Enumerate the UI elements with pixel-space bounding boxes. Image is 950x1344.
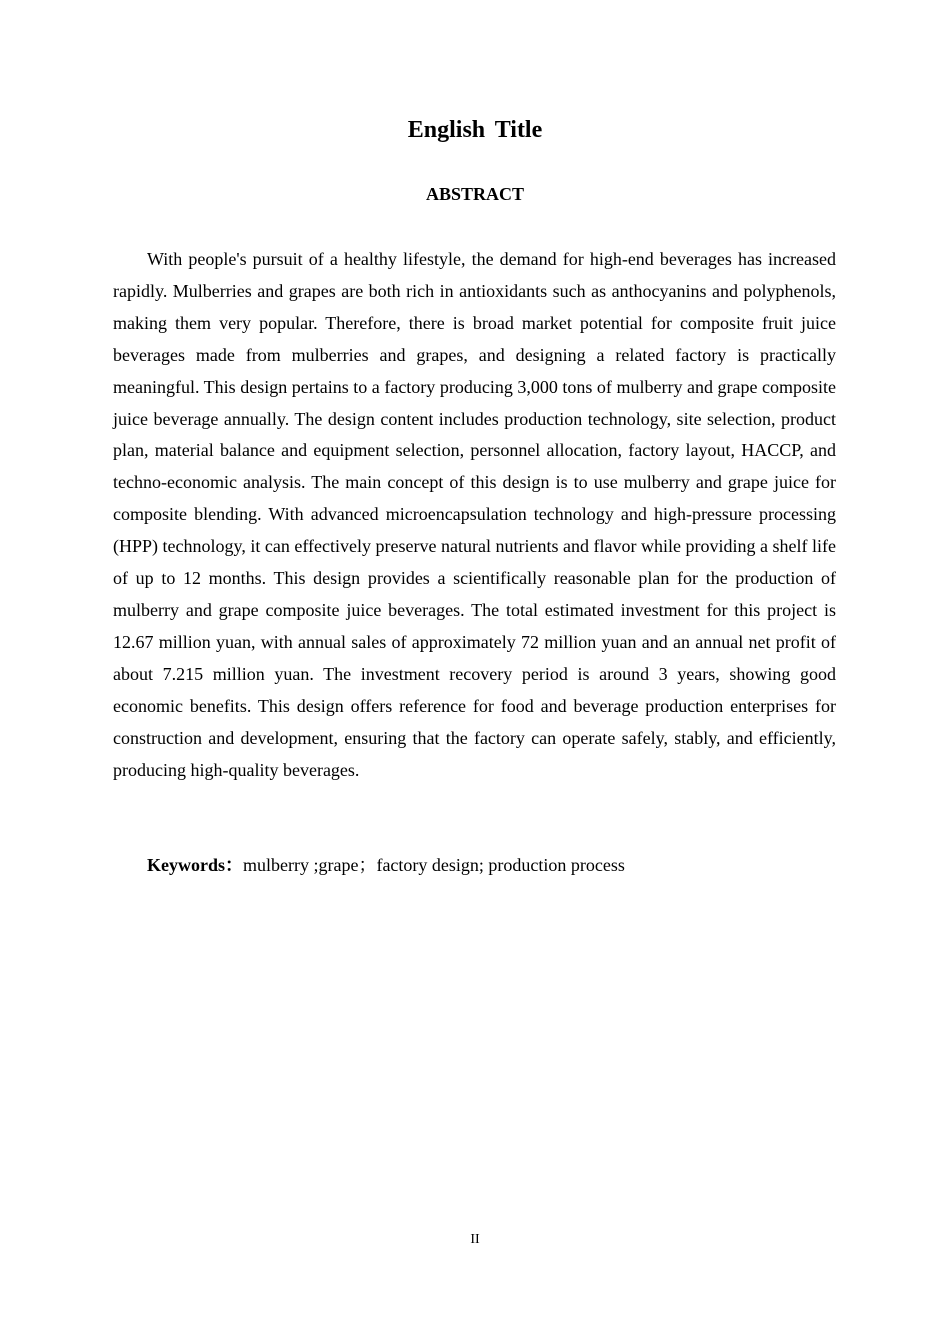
keywords-line: [147, 850, 837, 880]
abstract-heading: ABSTRACT: [425, 184, 525, 204]
keywords-label: Keywords：: [147, 855, 243, 875]
page-number: II: [470, 1232, 480, 1247]
keywords-list: mulberry ;grape；factory design; production process: [243, 855, 625, 875]
page-title: English Title: [407, 117, 543, 143]
abstract-paragraph: With people's pursuit of a healthy lifestyle, the demand for high-end beverages has increased rapidly. Mulberries and grapes are both rich in antioxidants such as anthocyanins and polyphenols, making them very popular. Therefore, there is broad market potential for composite fruit juice beverages made from mulberries and grapes, and designing a related factory is practically meaningful. This design pertains to a factory producing 3,000 tons of mulberry and grape composite juice beverage annually. The design content includes production technology, site selection, product plan, material balance and equipment selection, personnel allocation, factory layout, HACCP, and techno-economic analysis. The main concept of this design is to use mulberry and grape juice for composite blending. With advanced microencapsulation technology and high-pressure processing (HPP) technology, it can effectively preserve natural nutrients and flavor while providing a shelf life of up to 12 months. This design provides a scientifically reasonable plan for the production of mulberry and grape composite juice beverages. The total estimated investment for this project is 12.67 million yuan, with annual sales of approximately 72 million yuan and an annual net profit of about 7.215 million yuan. The investment recovery period is around 3 years, showing good economic benefits. This design offers reference for food and beverage production enterprises for construction and development, ensuring that the factory can operate safely, stably, and efficiently, producing high-quality beverages.: [113, 249, 836, 780]
